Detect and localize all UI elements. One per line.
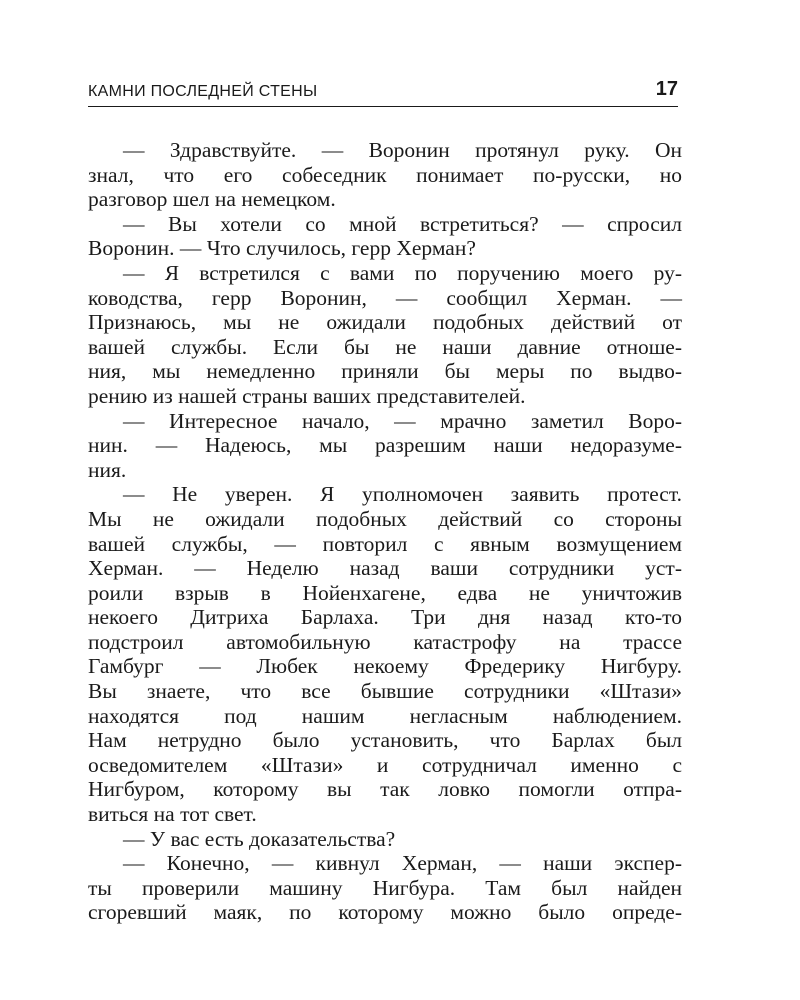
text-line: — У вас есть доказательства? xyxy=(123,826,396,851)
text-line: Гамбург — Любек некоему Фредерику Нигбуру. xyxy=(88,654,682,679)
text-line: знал, что его собеседник понимает по-русски, но xyxy=(88,162,682,187)
text-line: — Не уверен. Я уполномочен заявить протест. xyxy=(123,482,682,507)
running-head xyxy=(88,78,678,101)
text-line: виться на тот свет. xyxy=(88,802,257,827)
text-line: разговор шел на немецком. xyxy=(88,187,336,212)
text-line: вашей службы. Если бы не наши давние отноше- xyxy=(88,334,682,359)
text-line: Мы не ожидали подобных действий со стороны xyxy=(88,506,682,531)
text-line: ты проверили машину Нигбура. Там был найден xyxy=(88,875,682,900)
text-line: сгоревший маяк, по которому можно было опреде- xyxy=(88,900,682,925)
text-line: Воронин. — Что случилось, герр Херман? xyxy=(88,236,476,261)
text-line: рению из нашей страны ваших представителей. xyxy=(88,383,526,408)
text-line: Нам нетрудно было установить, что Барлах был xyxy=(88,728,682,753)
text-line: Признаюсь, мы не ожидали подобных действий от xyxy=(88,310,682,335)
text-line: ния, мы немедленно приняли бы меры по выдво- xyxy=(88,359,682,384)
text-line: — Я встретился с вами по поручению моего ру- xyxy=(123,260,682,285)
body-text xyxy=(88,138,682,925)
text-line: — Интересное начало, — мрачно заметил Воро- xyxy=(123,408,682,433)
text-line: ководства, герр Воронин, — сообщил Херман. — xyxy=(88,285,682,310)
book-title: КАМНИ ПОСЛЕДНЕЙ СТЕНЫ xyxy=(88,83,318,100)
text-line: — Вы хотели со мной встретиться? — спросил xyxy=(123,211,682,236)
text-line: находятся под нашим негласным наблюдением. xyxy=(88,703,682,728)
text-line: — Здравствуйте. — Воронин протянул руку. Он xyxy=(123,138,682,162)
text-line: нин. — Надеюсь, мы разрешим наши недоразуме- xyxy=(88,433,682,458)
text-line: Нигбуром, которому вы так ловко помогли отпра- xyxy=(88,777,682,802)
text-line: — Конечно, — кивнул Херман, — наши экспер- xyxy=(123,851,682,876)
text-line: осведомителем «Штази» и сотрудничал именно с xyxy=(88,752,682,777)
text-line: ния. xyxy=(88,457,127,482)
header-rule xyxy=(88,106,678,107)
text-line: вашей службы, — повторил с явным возмущением xyxy=(88,531,682,556)
text-line: роили взрыв в Нойенхагене, едва не уничтожив xyxy=(88,580,682,605)
text-line: подстроил автомобильную катастрофу на трассе xyxy=(88,629,682,654)
text-line: Вы знаете, что все бывшие сотрудники «Штази» xyxy=(88,679,682,704)
text-line: Херман. — Неделю назад ваши сотрудники уст- xyxy=(88,556,682,581)
text-line: некоего Дитриха Барлаха. Три дня назад кто-то xyxy=(88,605,682,630)
page-number: 17 xyxy=(655,78,678,100)
